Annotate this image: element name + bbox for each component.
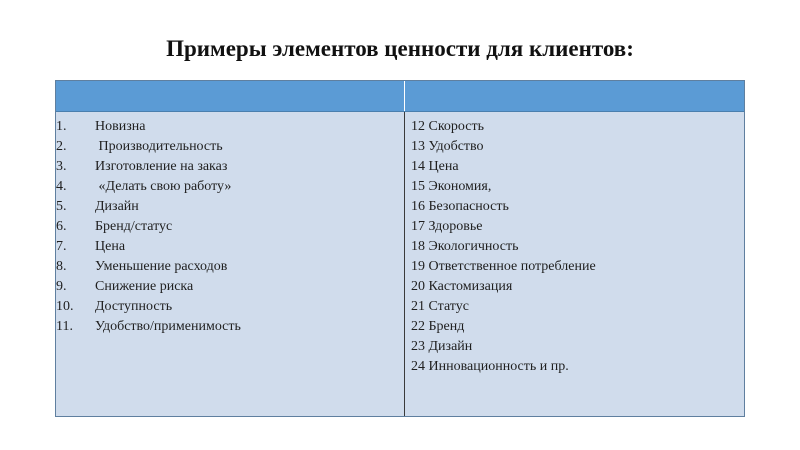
list-item bbox=[56, 217, 402, 237]
item-text: 17 Здоровье bbox=[411, 219, 483, 234]
list-item bbox=[56, 297, 402, 317]
item-text: Бренд/статус bbox=[95, 219, 173, 234]
list-item bbox=[411, 297, 741, 317]
list-item bbox=[411, 317, 741, 337]
item-text: Уменьшение расходов bbox=[95, 259, 228, 274]
list-item bbox=[56, 117, 402, 137]
item-text: Удобство/применимость bbox=[95, 319, 241, 334]
item-number: 4. bbox=[56, 179, 67, 194]
left-column-list bbox=[56, 117, 402, 337]
list-item bbox=[411, 277, 741, 297]
table-header-row bbox=[56, 81, 744, 112]
item-text: 15 Экономия, bbox=[411, 179, 492, 194]
list-item bbox=[56, 277, 402, 297]
list-item bbox=[411, 117, 741, 137]
item-text: 24 Инновационность и пр. bbox=[411, 359, 569, 374]
item-number: 5. bbox=[56, 199, 67, 214]
header-column-divider bbox=[404, 81, 405, 111]
item-number: 3. bbox=[56, 159, 67, 174]
item-text: Цена bbox=[95, 239, 126, 254]
item-number: 2. bbox=[56, 139, 67, 154]
item-text: Изготовление на заказ bbox=[95, 159, 228, 174]
item-number: 6. bbox=[56, 219, 67, 234]
item-text: 23 Дизайн bbox=[411, 339, 473, 354]
list-item bbox=[56, 157, 402, 177]
item-number: 1. bbox=[56, 119, 67, 134]
item-number: 8. bbox=[56, 259, 67, 274]
list-item bbox=[411, 237, 741, 257]
slide-title: Примеры элементов ценности для клиентов: bbox=[166, 36, 634, 61]
list-item bbox=[411, 197, 741, 217]
item-text: Снижение риска bbox=[95, 279, 194, 294]
list-item bbox=[411, 357, 741, 377]
list-item bbox=[56, 177, 402, 197]
item-text: 12 Скорость bbox=[411, 119, 484, 134]
item-text: Производительность bbox=[95, 139, 223, 154]
list-item bbox=[411, 137, 741, 157]
list-item bbox=[56, 237, 402, 257]
list-item bbox=[411, 157, 741, 177]
item-number: 10. bbox=[56, 299, 74, 314]
list-item bbox=[56, 137, 402, 157]
item-text: 22 Бренд bbox=[411, 319, 465, 334]
item-text: Дизайн bbox=[95, 199, 139, 214]
item-text: 14 Цена bbox=[411, 159, 459, 174]
value-elements-table bbox=[55, 80, 745, 417]
item-text: 21 Статус bbox=[411, 299, 469, 314]
item-text: 13 Удобство bbox=[411, 139, 484, 154]
item-text: «Делать свою работу» bbox=[95, 179, 232, 194]
list-item bbox=[56, 317, 402, 337]
item-text: 16 Безопасность bbox=[411, 199, 509, 214]
item-text: 19 Ответственное потребление bbox=[411, 259, 596, 274]
list-item bbox=[411, 217, 741, 237]
list-item bbox=[411, 257, 741, 277]
body-column-divider bbox=[404, 112, 405, 416]
item-text: Доступность bbox=[95, 299, 173, 314]
item-number: 9. bbox=[56, 279, 67, 294]
list-item bbox=[411, 177, 741, 197]
list-item bbox=[56, 257, 402, 277]
item-number: 7. bbox=[56, 239, 67, 254]
list-item bbox=[56, 197, 402, 217]
item-text: Новизна bbox=[95, 119, 146, 134]
item-number: 11. bbox=[56, 319, 73, 334]
item-text: 18 Экологичность bbox=[411, 239, 519, 254]
list-item bbox=[411, 337, 741, 357]
item-text: 20 Кастомизация bbox=[411, 279, 513, 294]
right-column-list bbox=[411, 117, 741, 377]
